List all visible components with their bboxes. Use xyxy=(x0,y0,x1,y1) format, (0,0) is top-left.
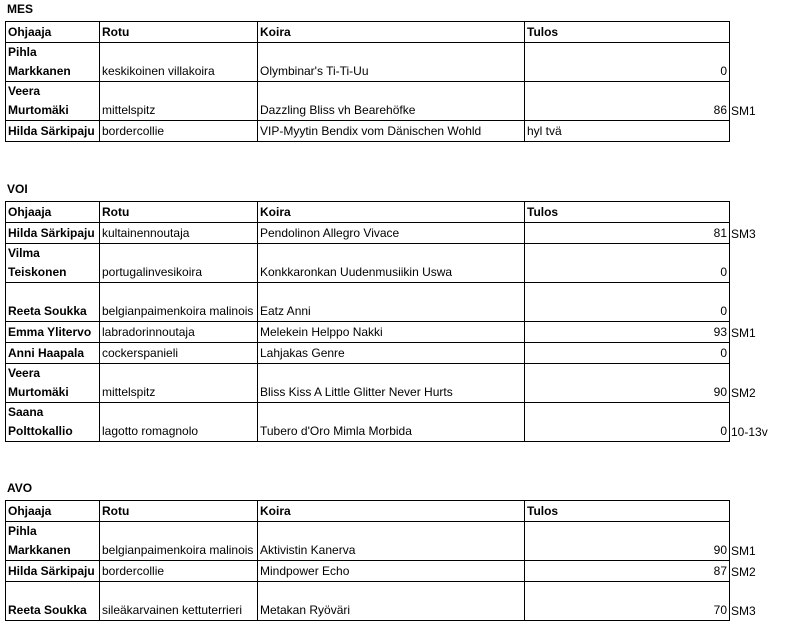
header-extra xyxy=(730,202,790,223)
handler-cell: Reeta Soukka xyxy=(6,582,100,621)
breed-cell: labradorinnoutaja xyxy=(100,322,258,343)
header-extra xyxy=(730,22,790,43)
header-row xyxy=(6,202,790,223)
header-row xyxy=(6,501,790,522)
header-breed: Rotu xyxy=(100,22,258,43)
placement-cell xyxy=(730,343,790,364)
handler-cell: Reeta Soukka xyxy=(6,283,100,322)
result-cell: 90 xyxy=(525,522,730,561)
handler-cell: Hilda Särkipaju xyxy=(6,561,100,582)
breed-cell: portugalinvesikoira xyxy=(100,244,258,283)
result-cell: 0 xyxy=(525,244,730,283)
handler-cell: Veera Murtomäki xyxy=(6,82,100,121)
result-cell: 70 xyxy=(525,582,730,621)
dog-cell: Tubero d'Oro Mimla Morbida xyxy=(258,403,525,442)
placement-cell xyxy=(730,43,790,82)
result-cell: 86 xyxy=(525,82,730,121)
handler-cell: Hilda Särkipaju xyxy=(6,223,100,244)
header-extra xyxy=(730,501,790,522)
breed-cell: mittelspitz xyxy=(100,364,258,403)
table-row xyxy=(6,561,790,582)
handler-cell: Saana Polttokallio xyxy=(6,403,100,442)
table-row xyxy=(6,582,790,621)
dog-cell: Bliss Kiss A Little Glitter Never Hurts xyxy=(258,364,525,403)
table-row xyxy=(6,223,790,244)
results-table-voi xyxy=(5,201,790,442)
dog-cell: Aktivistin Kanerva xyxy=(258,522,525,561)
dog-cell: Melekein Helppo Nakki xyxy=(258,322,525,343)
placement-cell: SM2 xyxy=(731,385,756,400)
results-table-mes xyxy=(5,21,790,142)
header-handler: Ohjaaja xyxy=(6,501,100,522)
placement-cell xyxy=(730,121,790,142)
dog-cell: Eatz Anni xyxy=(258,283,525,322)
breed-cell: belgianpaimenkoira malinois xyxy=(100,283,258,322)
table-row xyxy=(6,121,790,142)
breed-cell: belgianpaimenkoira malinois xyxy=(100,522,258,561)
result-cell: 87 xyxy=(525,561,730,582)
placement-cell: SM1 xyxy=(731,103,756,118)
table-row xyxy=(6,82,790,121)
table-row xyxy=(6,244,790,283)
header-dog: Koira xyxy=(258,501,525,522)
dog-cell: Dazzling Bliss vh Bearehöfke xyxy=(258,82,525,121)
table-row xyxy=(6,343,790,364)
dog-cell: Olymbinar's Ti-Ti-Uu xyxy=(258,43,525,82)
handler-cell: Pihla Markkanen xyxy=(6,522,100,561)
header-result: Tulos xyxy=(525,501,730,522)
header-row xyxy=(6,22,790,43)
section-title-mes: MES xyxy=(7,2,34,16)
header-result: Tulos xyxy=(525,202,730,223)
result-cell: 0 xyxy=(525,283,730,322)
result-cell: 0 xyxy=(525,343,730,364)
header-dog: Koira xyxy=(258,202,525,223)
dog-cell: Konkkaronkan Uudenmusiikin Uswa xyxy=(258,244,525,283)
dog-cell: Lahjakas Genre xyxy=(258,343,525,364)
result-cell: hyl tvä xyxy=(525,121,730,142)
breed-cell: kultainennoutaja xyxy=(100,223,258,244)
results-table-avo xyxy=(5,500,790,621)
placement-cell: SM3 xyxy=(731,603,756,618)
dog-cell: Mindpower Echo xyxy=(258,561,525,582)
handler-cell: Hilda Särkipaju xyxy=(6,121,100,142)
table-row xyxy=(6,283,790,322)
dog-cell: Metakan Ryöväri xyxy=(258,582,525,621)
placement-cell xyxy=(730,283,790,322)
breed-cell: mittelspitz xyxy=(100,82,258,121)
result-cell: 0 xyxy=(525,403,730,442)
table-row xyxy=(6,522,790,561)
result-cell: 90 xyxy=(525,364,730,403)
placement-cell: SM3 xyxy=(731,226,756,241)
result-cell: 81 xyxy=(525,223,730,244)
handler-cell: Vilma Teiskonen xyxy=(6,244,100,283)
dog-cell: Pendolinon Allegro Vivace xyxy=(258,223,525,244)
result-cell: 93 xyxy=(525,322,730,343)
section-title-avo: AVO xyxy=(7,481,33,495)
breed-cell: bordercollie xyxy=(100,121,258,142)
table-row xyxy=(6,322,790,343)
placement-cell: SM1 xyxy=(731,325,756,340)
handler-cell: Emma Ylitervo xyxy=(6,322,100,343)
section-title-voi: VOI xyxy=(7,182,28,196)
table-row xyxy=(6,43,790,82)
dog-cell: VIP-Myytin Bendix vom Dänischen Wohld xyxy=(258,121,525,142)
header-dog: Koira xyxy=(258,22,525,43)
handler-cell: Anni Haapala xyxy=(6,343,100,364)
handler-cell: Pihla Markkanen xyxy=(6,43,100,82)
breed-cell: cockerspanieli xyxy=(100,343,258,364)
breed-cell: lagotto romagnolo xyxy=(100,403,258,442)
header-result: Tulos xyxy=(525,22,730,43)
header-handler: Ohjaaja xyxy=(6,22,100,43)
header-breed: Rotu xyxy=(100,202,258,223)
placement-cell: SM2 xyxy=(731,564,756,579)
breed-cell: sileäkarvainen kettuterrieri xyxy=(100,582,258,621)
placement-cell xyxy=(730,244,790,283)
placement-cell: 10-13v xyxy=(731,424,768,439)
header-breed: Rotu xyxy=(100,501,258,522)
table-row xyxy=(6,403,790,442)
placement-cell: SM1 xyxy=(731,543,756,558)
table-row xyxy=(6,364,790,403)
result-cell: 0 xyxy=(525,43,730,82)
handler-cell: Veera Murtomäki xyxy=(6,364,100,403)
breed-cell: bordercollie xyxy=(100,561,258,582)
breed-cell: keskikoinen villakoira xyxy=(100,43,258,82)
header-handler: Ohjaaja xyxy=(6,202,100,223)
